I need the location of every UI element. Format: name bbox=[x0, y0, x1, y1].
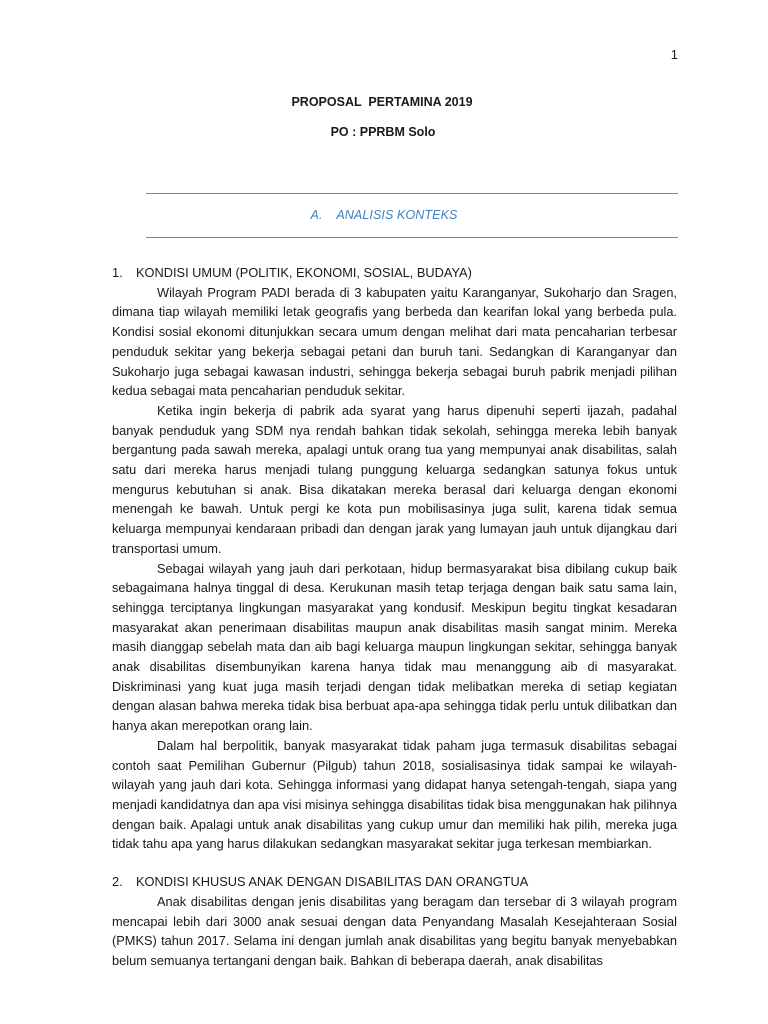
section-1 bbox=[112, 263, 677, 854]
section-1-title: KONDISI UMUM (POLITIK, EKONOMI, SOSIAL, BUDAYA) bbox=[136, 265, 472, 280]
page-number: 1 bbox=[670, 47, 678, 62]
divider-bottom bbox=[146, 237, 678, 238]
section-heading: A. ANALISIS KONTEKS bbox=[310, 208, 458, 222]
divider-top bbox=[146, 193, 678, 194]
section-2-number: 2. bbox=[112, 874, 123, 890]
paragraph: Ketika ingin bekerja di pabrik ada syarat yang harus dipenuhi seperti ijazah, padahal banyak penduduk yang SDM nya rendah bahkan tidak sekolah, sehingga mereka lebih banyak bergantung pada sawah mereka, apalagi untuk orang tua yang mempunyai anak disabilitas, salah satu dari mereka harus menjadi tulang punggung keluarga sedangkan satunya fokus untuk mengurus kebutuhan si anak. Bisa dikatakan mereka berasal dari keluarga dengan ekonomi menengah ke bawah. Untuk pergi ke kota pun mobilisasinya juga sulit, karena tidak semua keluarga mempunyai kendaraan pribadi dan dengan jarak yang lumayan jauh untuk dijangkau dari transportasi umum. bbox=[112, 402, 677, 556]
section-2 bbox=[112, 872, 677, 971]
document-body bbox=[112, 263, 677, 971]
section-1-number: 1. bbox=[112, 265, 123, 280]
paragraph: Sebagai wilayah yang jauh dari perkotaan, hidup bermasyarakat bisa dibilang cukup baik sebagaimana halnya tinggal di desa. Kerukunan masih tetap terjaga dengan baik satu sama lain, sehingga terciptanya lingkungan masyarakat yang kondusif. Meskipun begitu tingkat kesadaran masyarakat akan penerimaan disabilitas maupun anak disabilitas masih sangat minim. Mereka masih dianggap sebelah mata dan aib bagi keluarga maupun lingkungan sekitar, sehingga banyak anak disabilitas disembunyikan karena hanya tidak mau menanggung aib di masyarakat. Diskriminasi yang kuat juga masih terjadi dengan tidak melibatkan mereka di setiap kegiatan dengan alasan bahwa mereka tidak bisa berbuat apa-apa sehingga tidak perlu untuk dilibatkan dan hanya akan merepotkan orang lain. bbox=[112, 560, 677, 734]
section-spacer bbox=[112, 854, 677, 872]
section-1-heading bbox=[112, 263, 677, 283]
section-2-heading bbox=[112, 872, 677, 892]
paragraph: Anak disabilitas dengan jenis disabilitas yang beragam dan tersebar di 3 wilayah program mencapai lebih dari 3000 anak sesuai dengan data Penyandang Masalah Kesejahteraan Sosial (PMKS) tahun 2017. Selama ini dengan jumlah anak disabilitas yang begitu banyak menyebabkan belum semuanya tertangani dengan baik. Bahkan di beberapa daerah, anak disabilitas bbox=[112, 893, 677, 968]
section-2-title: KONDISI KHUSUS ANAK DENGAN DISABILITAS DAN ORANGTUA bbox=[136, 874, 529, 890]
document-title: PROPOSAL PERTAMINA 2019 bbox=[291, 95, 473, 109]
document-subtitle: PO : PPRBM Solo bbox=[330, 125, 436, 139]
paragraph: Wilayah Program PADI berada di 3 kabupaten yaitu Karanganyar, Sukoharjo dan Sragen, dimana tiap wilayah memiliki letak geografis yang berbeda dan kearifan lokal yang berbeda pula. Kondisi sosial ekonomi ditunjukkan secara umum dengan melihat dari mata pencaharian terbesar penduduk sekitar yang bekerja sebagai petani dan buruh tani. Sedangkan di Karanganyar dan Sukoharjo juga sebagai kawasan industri, sehingga bekerja sebagai buruh pabrik menjadi pilihan kedua sebagai mata pencaharian penduduk sekitar. bbox=[112, 284, 677, 399]
paragraph: Dalam hal berpolitik, banyak masyarakat tidak paham juga termasuk disabilitas sebagai contoh saat Pemilihan Gubernur (Pilgub) tahun 2018, sosialisasinya tidak sampai ke wilayah-wilayah yang jauh dari kota. Sehingga informasi yang didapat hanya setengah-tengah, siapa yang menjadi kandidatnya dan apa visi misinya sehingga disabilitas tidak bisa menggunakan hak pilihnya dengan baik. Apalagi untuk anak disabilitas yang cukup umur dan memiliki hak pilih, mereka juga tidak tahu apa yang harus dilakukan sedangkan masyarakat sekitar juga terkesan membiarkan. bbox=[112, 737, 677, 852]
